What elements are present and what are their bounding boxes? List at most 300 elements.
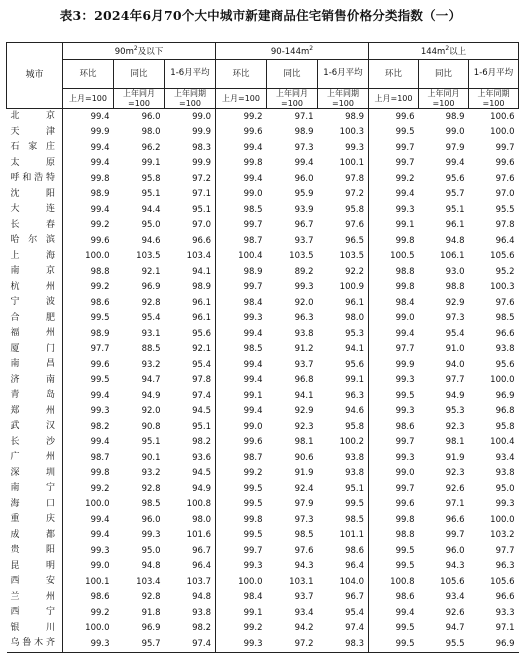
index-value: 92.2 (318, 264, 369, 280)
index-value: 94.3 (445, 561, 465, 571)
index-value: 95.0 (141, 545, 161, 556)
city-name: 海口 (7, 497, 63, 513)
group-header-large: $144m^2$以上 (369, 43, 519, 60)
index-value: 96.9 (495, 390, 515, 401)
index-value: 99.2 (90, 282, 110, 292)
index-value: 92.6 (445, 483, 465, 494)
index-value: 94.5 (165, 404, 216, 420)
base-header: 上年同月=100 (114, 89, 165, 109)
index-value: 94.7 (141, 375, 161, 385)
index-value: 94.6 (141, 235, 161, 246)
index-value: 100.2 (318, 435, 369, 451)
index-value: 99.7 (243, 282, 263, 292)
index-value: 92.3 (294, 421, 314, 432)
index-value: 96.2 (141, 142, 161, 153)
index-value: 99.4 (90, 514, 110, 525)
index-value: 99.8 (243, 158, 263, 168)
index-value: 105.6 (490, 251, 515, 261)
index-value: 95.4 (165, 357, 216, 373)
index-value: 94.5 (165, 466, 216, 482)
index-value: 99.6 (395, 111, 415, 122)
index-value: 96.7 (165, 543, 216, 559)
index-value: 99.7 (445, 530, 465, 540)
index-value: 98.9 (243, 266, 263, 277)
index-value: 94.9 (445, 390, 465, 401)
index-value: 96.3 (318, 388, 369, 404)
index-value: 99.1 (318, 373, 369, 389)
index-value: 94.3 (294, 561, 314, 571)
index-value: 99.8 (243, 514, 263, 525)
index-value: 103.5 (289, 251, 314, 261)
index-value: 98.1 (445, 437, 465, 447)
index-value: 99.7 (395, 437, 415, 447)
index-value: 93.4 (495, 452, 515, 463)
table-row (7, 388, 519, 404)
index-value: 96.5 (318, 233, 369, 249)
index-value: 99.0 (445, 127, 465, 137)
index-value: 99.4 (395, 189, 415, 199)
index-value: 91.0 (445, 344, 465, 354)
table-row (7, 109, 519, 125)
city-name: 厦门 (7, 342, 63, 358)
index-value: 98.8 (395, 530, 415, 540)
base-header: 上年同月=100 (267, 89, 318, 109)
index-value: 99.3 (395, 204, 415, 215)
index-value: 98.9 (294, 127, 314, 137)
index-value: 100.0 (85, 251, 110, 261)
table-row (7, 357, 519, 373)
index-value: 99.4 (395, 328, 415, 339)
table-row (7, 543, 519, 559)
index-value: 95.0 (495, 483, 515, 494)
index-value: 96.7 (318, 590, 369, 606)
table-row (7, 233, 519, 249)
index-value: 96.9 (141, 282, 161, 292)
index-value: 92.1 (165, 342, 216, 358)
index-value: 92.0 (294, 297, 314, 308)
index-value: 99.1 (243, 607, 263, 618)
index-value: 97.6 (294, 545, 314, 556)
index-value: 92.9 (294, 406, 314, 416)
index-value: 99.4 (243, 173, 263, 184)
city-name: 上海 (7, 249, 63, 265)
index-value: 94.8 (141, 561, 161, 571)
index-value: 99.3 (216, 636, 267, 652)
index-value: 101.1 (318, 528, 369, 544)
table-row (7, 574, 519, 590)
table-row (7, 140, 519, 156)
index-value: 98.5 (141, 499, 161, 509)
index-value: 98.1 (294, 437, 314, 447)
index-value: 99.3 (90, 406, 110, 416)
index-value: 103.7 (165, 574, 216, 590)
index-value: 99.3 (63, 636, 114, 652)
index-value: 93.3 (495, 607, 515, 618)
index-value: 99.5 (395, 127, 415, 137)
index-value: 99.9 (165, 156, 216, 172)
index-value: 95.8 (141, 173, 161, 184)
index-value: 98.3 (318, 636, 369, 652)
metric-header: 同比 (267, 60, 318, 89)
city-name: 深圳 (7, 466, 63, 482)
index-value: 88.5 (141, 344, 161, 354)
index-value: 99.4 (90, 111, 110, 122)
index-value: 96.6 (495, 592, 515, 602)
index-value: 99.5 (318, 497, 369, 513)
index-value: 99.7 (395, 483, 415, 494)
index-value: 100.4 (490, 437, 515, 447)
index-value: 96.8 (495, 406, 515, 416)
index-value: 97.2 (318, 187, 369, 203)
index-value: 93.8 (318, 450, 369, 466)
index-value: 95.9 (294, 189, 314, 199)
index-value: 95.0 (141, 220, 161, 230)
index-value: 99.6 (395, 499, 415, 509)
index-value: 99.4 (243, 142, 263, 153)
index-value: 93.8 (495, 468, 515, 478)
index-value: 97.9 (294, 499, 314, 509)
index-value: 98.4 (243, 592, 263, 602)
index-value: 92.3 (445, 421, 465, 432)
index-value: 99.3 (495, 499, 515, 509)
index-value: 96.0 (141, 514, 161, 525)
index-value: 93.7 (294, 359, 314, 370)
index-value: 100.6 (490, 111, 515, 122)
metric-header: 同比 (419, 60, 469, 89)
index-value: 99.5 (395, 390, 415, 401)
index-value: 97.8 (165, 373, 216, 389)
index-value: 93.8 (318, 466, 369, 482)
index-value: 101.6 (165, 528, 216, 544)
metric-header: 1-6月平均 (469, 60, 519, 89)
city-column-header: 城市 (7, 43, 63, 109)
index-value: 91.9 (294, 468, 314, 478)
index-value: 99.6 (90, 359, 110, 370)
index-value: 98.6 (318, 543, 369, 559)
base-header: 上月=100 (63, 89, 114, 109)
city-name: 呼和浩特 (7, 171, 63, 187)
index-value: 94.1 (165, 264, 216, 280)
table-row (7, 466, 519, 482)
index-value: 103.2 (490, 530, 515, 540)
index-value: 97.1 (294, 111, 314, 122)
index-value: 98.5 (495, 313, 515, 323)
index-value: 95.2 (495, 266, 515, 277)
index-value: 103.1 (289, 576, 314, 587)
index-value: 100.3 (490, 282, 515, 292)
index-value: 90.8 (141, 421, 161, 432)
index-value: 99.3 (395, 452, 415, 463)
city-name: 长春 (7, 218, 63, 234)
city-name: 贵阳 (7, 543, 63, 559)
table-row (7, 590, 519, 606)
metric-header: 同比 (114, 60, 165, 89)
index-value: 95.4 (141, 313, 161, 323)
index-value: 96.3 (495, 561, 515, 571)
table-row (7, 481, 519, 497)
index-value: 99.5 (243, 483, 263, 494)
index-value: 97.4 (165, 636, 216, 652)
index-value: 96.9 (141, 623, 161, 633)
index-value: 99.5 (395, 545, 415, 556)
index-value: 99.8 (395, 235, 415, 246)
index-value: 99.0 (90, 561, 110, 571)
index-value: 98.7 (243, 452, 263, 463)
index-value: 93.4 (294, 607, 314, 618)
group-header-small: $90m^2$及以下 (63, 43, 216, 60)
metric-header: 环比 (63, 60, 114, 89)
index-value: 94.1 (318, 342, 369, 358)
index-value: 89.2 (294, 266, 314, 277)
metric-header: 环比 (216, 60, 267, 89)
index-value: 93.2 (141, 359, 161, 370)
index-value: 96.8 (294, 375, 314, 385)
index-value: 98.9 (445, 111, 465, 122)
index-value: 96.0 (141, 111, 161, 122)
index-value: 92.8 (141, 483, 161, 494)
index-value: 98.7 (243, 235, 263, 246)
index-value: 99.6 (90, 235, 110, 246)
index-value: 93.8 (165, 605, 216, 621)
index-value: 99.2 (243, 111, 263, 122)
index-value: 99.4 (243, 406, 263, 416)
index-value: 97.2 (165, 171, 216, 187)
index-value: 98.3 (165, 140, 216, 156)
index-value: 99.2 (243, 468, 263, 478)
index-value: 99.0 (395, 313, 415, 323)
index-value: 95.5 (495, 204, 515, 215)
table-row (7, 404, 519, 420)
index-value: 93.0 (445, 266, 465, 277)
index-value: 99.5 (243, 530, 263, 540)
index-value: 99.4 (90, 437, 110, 447)
index-value: 99.4 (90, 530, 110, 540)
index-value: 95.6 (445, 173, 465, 184)
index-value: 93.8 (294, 328, 314, 339)
index-value: 99.3 (395, 375, 415, 385)
index-value: 92.6 (445, 607, 465, 618)
index-value: 97.8 (495, 220, 515, 230)
index-value: 100.1 (318, 156, 369, 172)
city-name: 大连 (7, 202, 63, 218)
index-value: 94.2 (294, 623, 314, 633)
index-value: 100.3 (318, 125, 369, 141)
index-value: 98.6 (90, 592, 110, 602)
index-value: 90.6 (294, 452, 314, 463)
index-value: 99.3 (90, 545, 110, 556)
index-value: 94.1 (294, 390, 314, 401)
index-value: 100.0 (490, 514, 515, 525)
city-name: 杭州 (7, 280, 63, 296)
index-value: 98.2 (165, 621, 216, 637)
table-row (7, 311, 519, 327)
table-row (7, 326, 519, 342)
index-value: 92.1 (141, 266, 161, 277)
index-value: 95.4 (318, 605, 369, 621)
index-value: 100.5 (390, 251, 415, 261)
index-value: 98.0 (165, 512, 216, 528)
index-value: 93.9 (294, 204, 314, 215)
city-name: 福州 (7, 326, 63, 342)
table-row (7, 295, 519, 311)
index-value: 100.0 (85, 499, 110, 509)
metric-header: 1-6月平均 (318, 60, 369, 89)
index-value: 98.8 (445, 282, 465, 292)
index-value: 95.6 (318, 357, 369, 373)
table-row (7, 373, 519, 389)
index-value: 100.4 (238, 251, 263, 261)
index-value: 96.1 (165, 311, 216, 327)
index-value: 99.3 (294, 282, 314, 292)
index-value: 93.8 (495, 344, 515, 354)
city-name: 昆明 (7, 559, 63, 575)
index-value: 98.8 (90, 266, 110, 277)
table-row (7, 497, 519, 513)
index-value: 99.2 (90, 607, 110, 618)
index-value: 99.7 (395, 158, 415, 168)
index-value: 99.4 (90, 142, 110, 153)
index-value: 94.4 (141, 204, 161, 215)
index-value: 97.7 (90, 344, 110, 354)
table-row (7, 264, 519, 280)
index-value: 99.8 (90, 468, 110, 478)
index-value: 99.4 (90, 204, 110, 215)
table-row (7, 419, 519, 435)
index-value: 98.0 (318, 311, 369, 327)
index-value: 93.7 (294, 592, 314, 602)
city-name: 长沙 (7, 435, 63, 451)
index-value: 97.4 (318, 621, 369, 637)
index-value: 99.6 (243, 437, 263, 447)
index-value: 99.5 (395, 623, 415, 633)
index-value: 97.7 (395, 344, 415, 354)
index-value: 95.7 (445, 189, 465, 199)
index-value: 99.4 (294, 158, 314, 168)
index-value: 99.3 (243, 313, 263, 323)
index-value: 92.8 (141, 297, 161, 308)
index-value: 92.9 (445, 297, 465, 308)
index-value: 96.9 (469, 636, 519, 652)
index-value: 99.2 (90, 220, 110, 230)
table-row (7, 450, 519, 466)
index-value: 97.3 (294, 514, 314, 525)
index-value: 97.2 (267, 636, 318, 652)
index-value: 92.0 (141, 406, 161, 416)
index-value: 99.5 (369, 636, 419, 652)
index-value: 92.3 (445, 468, 465, 478)
base-header: 上年同期=100 (318, 89, 369, 109)
index-value: 97.0 (165, 218, 216, 234)
index-value: 97.1 (445, 499, 465, 509)
index-value: 106.1 (440, 251, 465, 261)
table-row (7, 187, 519, 203)
index-value: 99.9 (395, 359, 415, 370)
index-value: 95.3 (318, 326, 369, 342)
index-value: 99.4 (243, 375, 263, 385)
index-value: 97.7 (495, 545, 515, 556)
index-value: 91.9 (445, 452, 465, 463)
index-value: 97.6 (495, 297, 515, 308)
index-value: 99.8 (395, 282, 415, 292)
index-value: 98.0 (141, 127, 161, 137)
metric-header: 1-6月平均 (165, 60, 216, 89)
table-row (7, 435, 519, 451)
index-value: 94.8 (445, 235, 465, 246)
index-value: 98.9 (165, 280, 216, 296)
index-value: 99.9 (90, 127, 110, 137)
index-value: 99.8 (90, 173, 110, 184)
index-value: 98.9 (318, 109, 369, 125)
index-value: 99.5 (90, 375, 110, 385)
index-value: 98.5 (318, 512, 369, 528)
index-value: 99.1 (243, 390, 263, 401)
index-value: 96.1 (318, 295, 369, 311)
index-value: 99.0 (243, 189, 263, 199)
base-header: 上月=100 (216, 89, 267, 109)
index-value: 98.6 (90, 297, 110, 308)
index-value: 96.6 (495, 328, 515, 339)
index-value: 94.9 (141, 390, 161, 401)
index-value: 98.9 (90, 328, 110, 339)
index-value: 98.6 (395, 592, 415, 602)
index-value: 99.4 (90, 390, 110, 401)
city-name: 青岛 (7, 388, 63, 404)
table-row (7, 280, 519, 296)
index-value: 98.7 (90, 452, 110, 463)
city-name: 济南 (7, 373, 63, 389)
base-header: 上年同期=100 (469, 89, 519, 109)
index-value: 96.1 (445, 220, 465, 230)
index-value: 99.4 (90, 158, 110, 168)
index-value: 97.9 (445, 142, 465, 153)
index-value: 91.8 (141, 607, 161, 618)
index-value: 103.4 (136, 576, 161, 587)
index-value: 96.0 (294, 173, 314, 184)
index-value: 92.4 (294, 483, 314, 494)
city-name: 成都 (7, 528, 63, 544)
index-value: 105.6 (440, 576, 465, 587)
index-value: 99.6 (495, 158, 515, 168)
table-row (7, 621, 519, 637)
index-value: 94.6 (318, 404, 369, 420)
city-name: 石家庄 (7, 140, 63, 156)
table-row (7, 528, 519, 544)
table-row (7, 605, 519, 621)
index-value: 99.4 (395, 607, 415, 618)
table-row (7, 125, 519, 141)
index-value: 95.7 (114, 636, 165, 652)
index-value: 97.3 (294, 142, 314, 153)
index-value: 99.0 (243, 421, 263, 432)
index-value: 99.7 (243, 545, 263, 556)
index-value: 93.6 (165, 450, 216, 466)
index-value: 96.0 (445, 545, 465, 556)
index-value: 95.1 (165, 202, 216, 218)
index-value: 97.6 (495, 173, 515, 184)
price-index-table (6, 42, 519, 653)
index-value: 98.5 (294, 530, 314, 540)
index-value: 99.5 (395, 561, 415, 571)
index-value: 96.1 (165, 295, 216, 311)
base-header: 上年同月=100 (419, 89, 469, 109)
city-name: 哈尔滨 (7, 233, 63, 249)
index-value: 105.6 (490, 576, 515, 587)
city-name: 兰州 (7, 590, 63, 606)
table-row (7, 559, 519, 575)
index-value: 95.1 (318, 481, 369, 497)
index-value: 97.1 (495, 623, 515, 633)
city-name: 武汉 (7, 419, 63, 435)
